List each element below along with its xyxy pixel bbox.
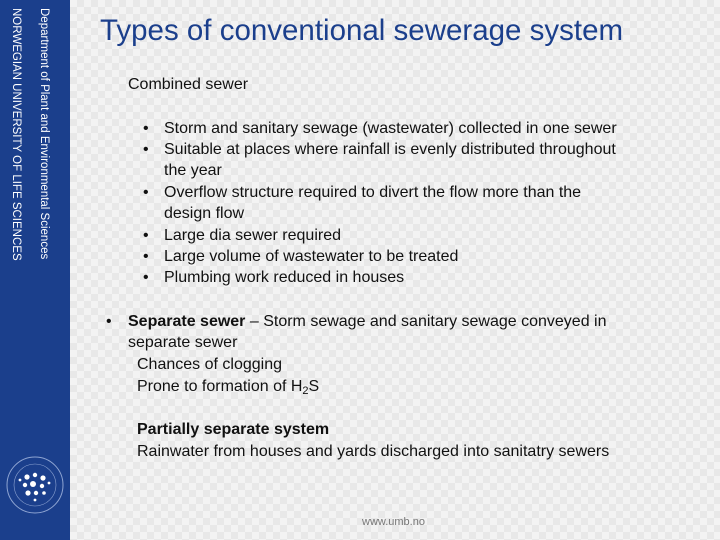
university-logo [5, 455, 65, 515]
separate-sewer-desc-cont: separate sewer [128, 334, 238, 351]
sidebar [0, 0, 70, 540]
partial-system-desc: Rainwater from houses and yards discharged into sanitatry sewers [137, 443, 610, 460]
bullet-icon: • [143, 269, 149, 286]
combined-item: Plumbing work reduced in houses [164, 269, 405, 286]
h2s-prefix: Prone to formation of H [137, 378, 303, 395]
h2s-suffix: S [308, 378, 320, 395]
h2s-point [137, 377, 319, 397]
h2s-subscript: 2 [302, 385, 309, 397]
slide-title: Types of conventional sewerage system [100, 14, 624, 47]
combined-item: Overflow structure required to divert the flow more than the [164, 184, 582, 201]
combined-sewer-heading: Combined sewer [128, 76, 249, 93]
bullet-icon: • [143, 141, 149, 158]
department-name: Department of Plant and Environmental Sciences [38, 8, 50, 260]
bullet-icon: • [143, 120, 149, 137]
separate-sewer-label: Separate sewer [128, 313, 246, 330]
partial-system-heading: Partially separate system [137, 421, 330, 438]
separate-sewer-desc: – Storm sewage and sanitary sewage conveyed in [245, 313, 607, 330]
university-name: NORWEGIAN UNIVERSITY OF LIFE SCIENCES [10, 8, 22, 261]
combined-item: Storm and sanitary sewage (wastewater) collected in one sewer [164, 120, 617, 137]
combined-item: Suitable at places where rainfall is evenly distributed throughout [164, 141, 616, 158]
bullet-icon: • [143, 248, 149, 265]
combined-item: Large volume of wastewater to be treated [164, 248, 459, 265]
bullet-icon: • [106, 313, 112, 330]
footer-url: www.umb.no [362, 516, 425, 528]
separate-point: Chances of clogging [137, 356, 282, 373]
bullet-icon: • [143, 184, 149, 201]
separate-sewer-line [128, 312, 607, 332]
combined-item: design flow [164, 205, 245, 222]
combined-item: the year [164, 162, 222, 179]
combined-item: Large dia sewer required [164, 227, 341, 244]
bullet-icon: • [143, 227, 149, 244]
